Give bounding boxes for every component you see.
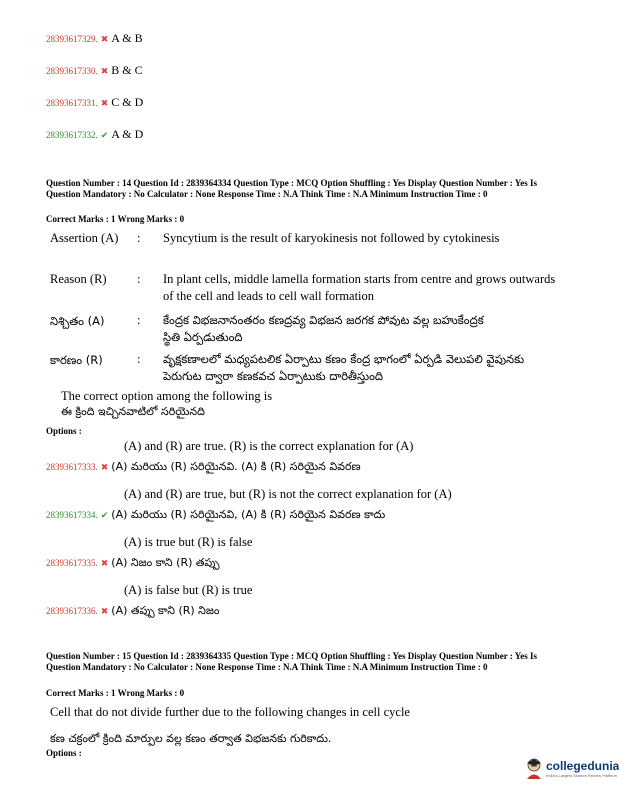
option-row [46, 601, 220, 619]
wrong-cross-icon: ✖ [100, 463, 109, 473]
logo-tagline: India's Largest Student Review Platform [546, 772, 618, 778]
collegedunia-logo [524, 757, 619, 779]
option-id: 28393617329. [46, 34, 98, 44]
wrong-cross-icon: ✖ [100, 35, 109, 45]
prompt-en: The correct option among the following is [61, 389, 273, 403]
option-text-en: (A) is false but (R) is true [124, 583, 253, 597]
option-text-te: (A) తప్పు కాని (R) నిజం [111, 604, 220, 617]
option-id: 28393617330. [46, 66, 98, 76]
option-text-en: (A) and (R) are true, but (R) is not the correct explanation for (A) [124, 487, 452, 501]
assertion-label-te: నిశ్చితం (A) [50, 314, 105, 328]
option-row [46, 553, 220, 571]
option-id: 28393617331. [46, 98, 98, 108]
option-id: 28393617334. [46, 510, 98, 520]
option-row [46, 505, 385, 523]
wrong-cross-icon: ✖ [100, 607, 109, 617]
colon: : [137, 231, 141, 245]
option-text-te: (A) మరియు (R) సరియైనవి, (A) కి (R) సరియైన వివరణ కాదు [111, 508, 386, 521]
colon: : [137, 313, 141, 327]
student-mascot-icon [524, 757, 544, 779]
reason-label-te: కారణం (R) [50, 353, 103, 367]
marks-info: Correct Marks : 1 Wrong Marks : 0 [46, 214, 185, 224]
colon: : [137, 272, 141, 286]
assertion-text: Syncytium is the result of karyokinesis not followed by cytokinesis [163, 231, 500, 245]
option-row [46, 61, 143, 79]
option-text-te: (A) మరియు (R) సరియైనవి. (A) కి (R) సరియైన వివరణ [111, 460, 361, 473]
options-label: Options : [46, 748, 82, 758]
correct-check-icon: ✔ [100, 511, 109, 521]
question-text-te: కణ చక్రంలో క్రింది మార్పుల వల్ల కణం తర్వాత విభజనకు గురికాదు. [50, 732, 332, 745]
option-text-en: (A) and (R) are true. (R) is the correct explanation for (A) [124, 439, 414, 453]
question-text-en: Cell that do not divide further due to the following changes in cell cycle [50, 705, 410, 719]
option-id: 28393617335. [46, 558, 98, 568]
option-row [46, 457, 361, 475]
assertion-label: Assertion (A) [50, 231, 119, 245]
option-text: A & D [111, 127, 144, 141]
logo-name: collegedunia [546, 758, 619, 773]
wrong-cross-icon: ✖ [100, 559, 109, 569]
correct-check-icon: ✔ [100, 131, 109, 141]
reason-text-te: వృక్షకణాలలో మధ్యపటలిక ఏర్పాటు కణం కేంద్ర భాగంలో ఏర్పడి వెలుపలి వైపునకు పెరుగుట ద్వారా కణకవచ ఏర్పాటుకు దారితీస్తుంది [163, 352, 525, 383]
option-text: B & C [111, 63, 143, 77]
option-id: 28393617332. [46, 130, 98, 140]
question-header: Question Number : 14 Question Id : 2839364334 Question Type : MCQ Option Shuffling : Yes Display Question Number : Yes Is Question Mandatory : No Calculator : None Response Time : N.A Think Time : N.A Minimum Instruction Time : 0 [46, 178, 537, 199]
option-text: A & B [111, 31, 143, 45]
option-row [46, 125, 143, 143]
option-text-en: (A) is true but (R) is false [124, 535, 253, 549]
option-row [46, 29, 143, 47]
option-row [46, 93, 143, 111]
reason-text: In plant cells, middle lamella formation starts from centre and grows outwards of the cell and leads to cell wall formation [163, 272, 556, 303]
reason-label: Reason (R) [50, 272, 107, 286]
option-text-te: (A) నిజం కాని (R) తప్పు [111, 556, 220, 569]
option-text: C & D [111, 95, 144, 109]
prompt-te: ఈ క్రింది ఇచ్చినవాటిలో సరియైనది [61, 405, 205, 418]
options-label: Options : [46, 426, 82, 436]
wrong-cross-icon: ✖ [100, 99, 109, 109]
option-id: 28393617336. [46, 606, 98, 616]
colon: : [137, 352, 141, 366]
assertion-text-te: కేంద్రక విభజనానంతరం కణద్రవ్య విభజన జరగక పోవుట వల్ల బహుకేంద్రక స్థితి ఏర్పడుతుంది [163, 313, 484, 344]
question-header: Question Number : 15 Question Id : 2839364335 Question Type : MCQ Option Shuffling : Yes Display Question Number : Yes Is Question Mandatory : No Calculator : None Response Time : N.A Think Time : N.A Minimum Instruction Time : 0 [46, 651, 537, 672]
option-id: 28393617333. [46, 462, 98, 472]
wrong-cross-icon: ✖ [100, 67, 109, 77]
marks-info: Correct Marks : 1 Wrong Marks : 0 [46, 688, 185, 698]
